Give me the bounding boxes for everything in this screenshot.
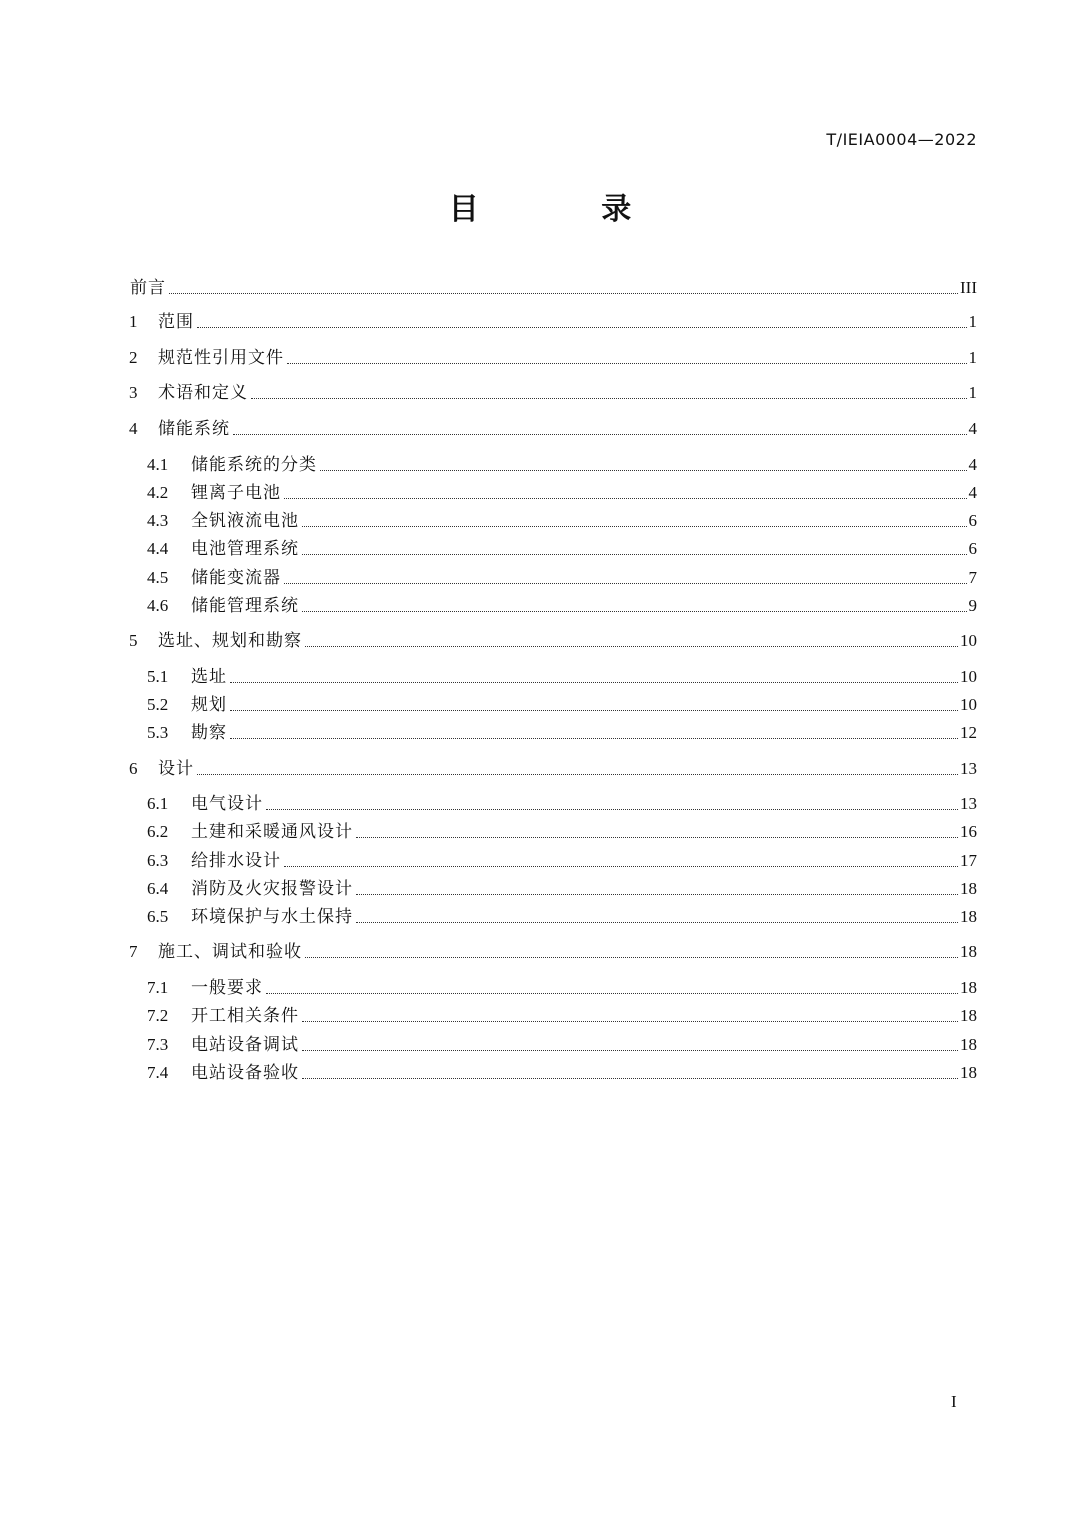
toc-entry-number: 6.2: [147, 822, 169, 841]
toc-entry-number: 5.3: [147, 723, 169, 742]
toc-entry-page: 18: [960, 978, 977, 997]
toc-entry-number: 7.4: [147, 1063, 169, 1082]
toc-entry[interactable]: [147, 821, 977, 843]
toc-entry[interactable]: [147, 666, 977, 688]
toc-entry-page: III: [960, 278, 977, 297]
toc-entry[interactable]: [147, 1062, 977, 1084]
toc-entry[interactable]: [147, 1034, 977, 1056]
toc-entry-page: 16: [960, 822, 977, 841]
toc-entry[interactable]: [130, 277, 977, 299]
toc-leader: [302, 525, 967, 527]
toc-entry-label: 储能管理系统: [191, 596, 299, 616]
toc-entry-page: 18: [960, 907, 977, 926]
toc-leader: [197, 326, 967, 328]
toc-entry[interactable]: [129, 311, 977, 333]
toc-entry-label: 全钒液流电池: [191, 511, 299, 531]
toc-entry[interactable]: [147, 906, 977, 928]
toc-entry[interactable]: [147, 694, 977, 716]
toc-entry-page: 1: [968, 348, 977, 367]
toc-entry[interactable]: [147, 454, 977, 476]
toc-entry[interactable]: [129, 418, 977, 440]
page-title: 目 录: [448, 192, 688, 227]
toc-entry-number: 5: [129, 631, 138, 650]
toc-leader: [197, 773, 958, 775]
toc-entry-label: 范围: [158, 312, 194, 332]
toc-entry-label: 规范性引用文件: [158, 348, 284, 368]
toc-entry-label: 选址: [191, 667, 227, 687]
toc-entry-page: 9: [968, 596, 977, 615]
toc-leader: [305, 956, 958, 958]
toc-entry-number: 6.1: [147, 794, 169, 813]
toc-entry-page: 4: [968, 483, 977, 502]
toc-entry-page: 1: [968, 383, 977, 402]
toc-entry[interactable]: [147, 793, 977, 815]
toc-entry[interactable]: [129, 941, 977, 963]
toc-entry-label: 选址、规划和勘察: [158, 631, 302, 651]
toc-entry-label: 设计: [158, 759, 194, 779]
toc-leader: [233, 433, 967, 435]
toc-leader: [266, 992, 958, 994]
toc-entry-number: 5.2: [147, 695, 169, 714]
toc-entry[interactable]: [147, 538, 977, 560]
toc-leader: [305, 645, 958, 647]
toc-entry-number: 4.5: [147, 568, 169, 587]
toc-entry-page: 6: [968, 511, 977, 530]
toc-leader: [302, 610, 967, 612]
toc-entry-label: 储能系统: [158, 419, 230, 439]
toc-entry-number: 6.3: [147, 851, 169, 870]
toc-entry-page: 10: [960, 667, 977, 686]
toc-leader: [169, 292, 958, 294]
toc-entry-number: 7: [129, 942, 138, 961]
toc-entry[interactable]: [147, 595, 977, 617]
toc-entry-number: 6.4: [147, 879, 169, 898]
toc-entry-page: 4: [968, 455, 977, 474]
toc-leader: [284, 582, 967, 584]
toc-entry-label: 电池管理系统: [191, 539, 299, 559]
toc-leader: [302, 1049, 958, 1051]
toc-leader: [302, 1020, 958, 1022]
toc-entry-label: 一般要求: [191, 978, 263, 998]
toc-entry-page: 17: [960, 851, 977, 870]
toc-entry-label: 给排水设计: [191, 851, 281, 871]
toc-entry-page: 10: [960, 695, 977, 714]
toc-leader: [284, 497, 967, 499]
toc-entry-page: 18: [960, 1063, 977, 1082]
toc-entry-page: 4: [968, 419, 977, 438]
toc-leader: [230, 681, 958, 683]
toc-entry-page: 18: [960, 879, 977, 898]
toc-entry-page: 13: [960, 794, 977, 813]
toc-entry[interactable]: [147, 567, 977, 589]
toc-entry-number: 7.3: [147, 1035, 169, 1054]
toc-entry-label: 术语和定义: [158, 383, 248, 403]
toc-leader: [284, 865, 958, 867]
toc-entry[interactable]: [129, 758, 977, 780]
toc-entry-number: 4.1: [147, 455, 169, 474]
toc-entry[interactable]: [147, 510, 977, 532]
toc-entry-label: 施工、调试和验收: [158, 942, 302, 962]
toc-leader: [266, 808, 958, 810]
toc-entry-number: 4.4: [147, 539, 169, 558]
toc-leader: [356, 921, 958, 923]
toc-leader: [230, 737, 958, 739]
toc-entry-label: 前言: [130, 278, 166, 298]
toc-leader: [356, 836, 958, 838]
toc-entry-page: 18: [960, 942, 977, 961]
toc-entry-number: 2: [129, 348, 138, 367]
toc-entry-label: 电站设备调试: [191, 1035, 299, 1055]
toc-entry-label: 电站设备验收: [191, 1063, 299, 1083]
toc-leader: [302, 1077, 958, 1079]
toc-entry-number: 4.2: [147, 483, 169, 502]
toc-entry-page: 12: [960, 723, 977, 742]
toc-leader: [251, 397, 967, 399]
toc-entry-label: 勘察: [191, 723, 227, 743]
toc-entry[interactable]: [147, 977, 977, 999]
toc-entry-label: 储能系统的分类: [191, 455, 317, 475]
toc-entry-label: 规划: [191, 695, 227, 715]
toc-entry-page: 18: [960, 1006, 977, 1025]
toc-entry[interactable]: [129, 630, 977, 652]
toc-entry-label: 锂离子电池: [191, 483, 281, 503]
toc-entry-label: 储能变流器: [191, 568, 281, 588]
toc-entry[interactable]: [129, 382, 977, 404]
toc-entry[interactable]: [129, 347, 977, 369]
toc-entry[interactable]: [147, 482, 977, 504]
toc-leader: [320, 469, 967, 471]
toc-entry-label: 消防及火灾报警设计: [191, 879, 353, 899]
toc-entry-page: 18: [960, 1035, 977, 1054]
toc-entry-number: 6: [129, 759, 138, 778]
toc-entry-label: 电气设计: [191, 794, 263, 814]
toc-entry-page: 6: [968, 539, 977, 558]
toc-leader: [356, 893, 958, 895]
toc-entry-number: 1: [129, 312, 138, 331]
toc-entry-number: 4.3: [147, 511, 169, 530]
toc-entry[interactable]: [147, 850, 977, 872]
toc-entry-label: 开工相关条件: [191, 1006, 299, 1026]
toc-entry-label: 环境保护与水土保持: [191, 907, 353, 927]
toc-entry-number: 4: [129, 419, 138, 438]
toc-leader: [230, 709, 958, 711]
toc-entry-number: 7.2: [147, 1006, 169, 1025]
toc-entry-number: 7.1: [147, 978, 169, 997]
toc-leader: [302, 553, 967, 555]
toc-entry-page: 1: [968, 312, 977, 331]
toc-entry-number: 6.5: [147, 907, 169, 926]
page-number: I: [951, 1392, 957, 1411]
toc-entry[interactable]: [147, 722, 977, 744]
toc-entry-number: 4.6: [147, 596, 169, 615]
toc-entry-page: 13: [960, 759, 977, 778]
document-code: T/IEIA0004—2022: [826, 130, 977, 149]
toc-entry-number: 3: [129, 383, 138, 402]
toc-leader: [287, 362, 967, 364]
toc-entry-label: 土建和采暖通风设计: [191, 822, 353, 842]
toc-entry-page: 7: [968, 568, 977, 587]
toc-entry[interactable]: [147, 878, 977, 900]
toc-entry-page: 10: [960, 631, 977, 650]
toc-entry-number: 5.1: [147, 667, 169, 686]
toc-entry[interactable]: [147, 1005, 977, 1027]
